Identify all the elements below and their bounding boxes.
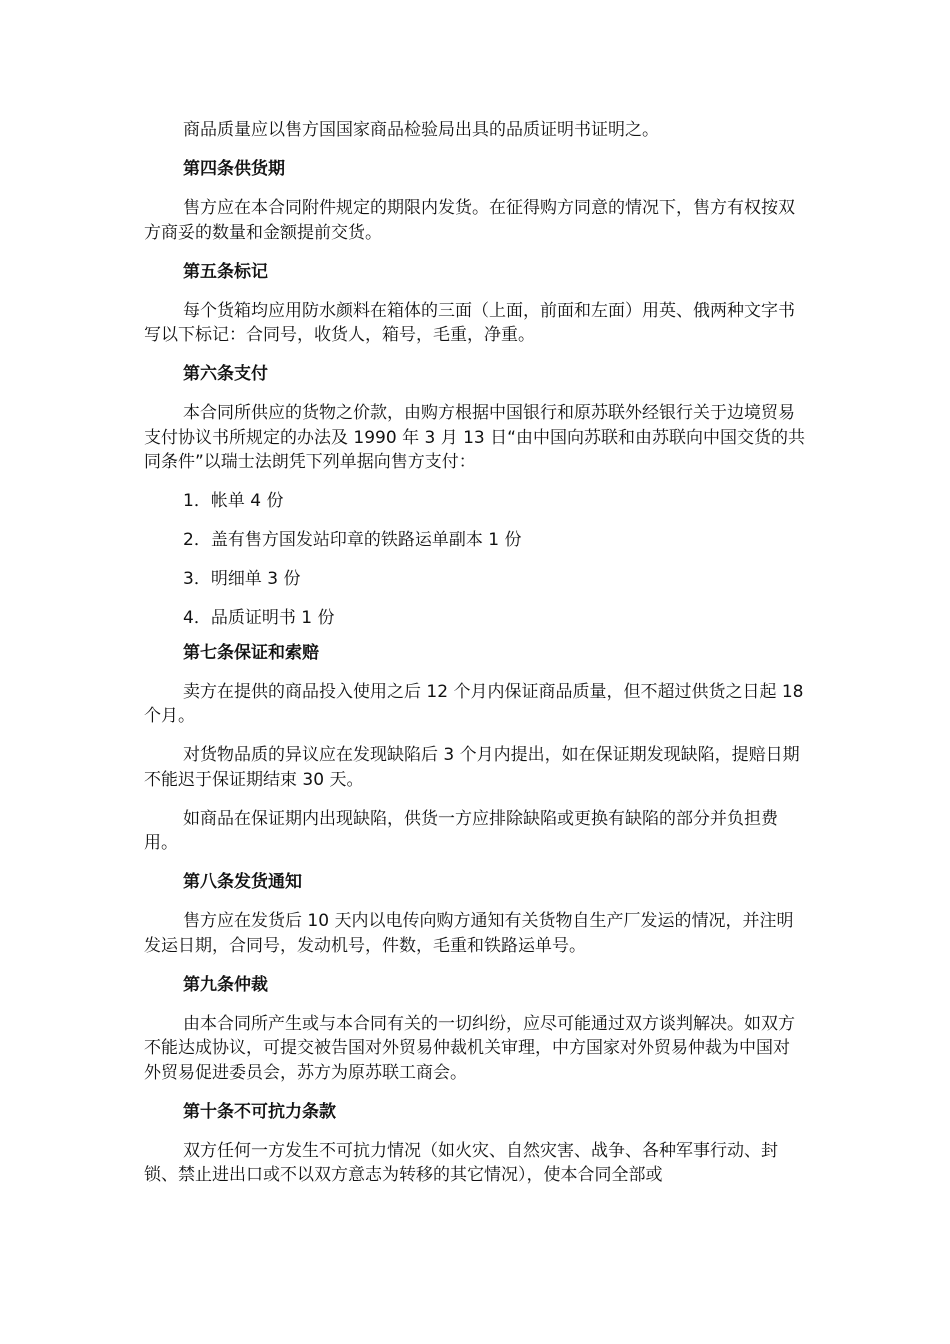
heading-article-8: 第八条发货通知 — [183, 872, 302, 892]
paragraph-quality-certificate: 商品质量应以售方国国家商品检验局出具的品质证明书证明之。 — [183, 120, 659, 140]
paragraph-payment: 本合同所供应的货物之价款，由购方根据中国银行和原苏联外经银行关于边境贸易支付协议书所规定的办法及 1990 年 3 月 13 日“由中国向苏联和由苏联向中国交货的共同条件”以瑞士法朗凭下列单据向售方支付： — [144, 403, 805, 472]
heading-article-10: 第十条不可抗力条款 — [183, 1101, 336, 1122]
paragraph-delivery-period: 售方应在本合同附件规定的期限内发货。在征得购方同意的情况下，售方有权按双方商妥的数量和金额提前交货。 — [144, 198, 795, 243]
heading-article-5: 第五条标记 — [183, 261, 268, 282]
paragraph-marking: 每个货箱均应用防水颜料在箱体的三面（上面，前面和左面）用英、俄两种文字书写以下标记：合同号，收货人，箱号，毛重，净重。 — [144, 300, 795, 345]
paragraph-force-majeure: 双方任何一方发生不可抗力情况（如火灾、自然灾害、战争、各种军事行动、封锁、禁止进出口或不以双方意志为转移的其它情况），使本合同全部或 — [144, 1140, 778, 1185]
contract-document — [144, 118, 806, 1202]
paragraph-arbitration: 由本合同所产生或与本合同有关的一切纠纷，应尽可能通过双方谈判解决。如双方不能达成协议，可提交被告国对外贸易仲裁机关审理，中方国家对外贸易仲裁为中国对外贸易促进委员会，苏方为原苏联工商会。 — [144, 1013, 795, 1083]
paragraph-defect-repair: 如商品在保证期内出现缺陷，供货一方应排除缺陷或更换有缺陷的部分并负担费用。 — [144, 808, 778, 853]
list-item-packing-list: 3．明细单 3 份 — [183, 569, 301, 589]
heading-article-4: 第四条供货期 — [183, 159, 285, 179]
list-item-waybill: 2．盖有售方国发站印章的铁路运单副本 1 份 — [183, 530, 522, 550]
paragraph-shipping-notice: 售方应在发货后 10 天内以电传向购方通知有关货物自生产厂发运的情况，并注明发运日期，合同号，发动机号，件数，毛重和铁路运单号。 — [144, 911, 794, 956]
heading-article-9: 第九条仲裁 — [183, 974, 268, 995]
heading-article-7: 第七条保证和索赔 — [183, 642, 319, 663]
heading-article-6: 第六条支付 — [183, 364, 268, 384]
paragraph-objection: 对货物品质的异议应在发现缺陷后 3 个月内提出，如在保证期发现缺陷，提赔日期不能迟于保证期结束 30 天。 — [144, 745, 800, 790]
list-item-quality-cert: 4．品质证明书 1 份 — [183, 608, 335, 628]
list-item-invoice: 1．帐单 4 份 — [183, 491, 284, 511]
paragraph-warranty: 卖方在提供的商品投入使用之后 12 个月内保证商品质量，但不超过供货之日起 18 个月。 — [144, 681, 804, 726]
